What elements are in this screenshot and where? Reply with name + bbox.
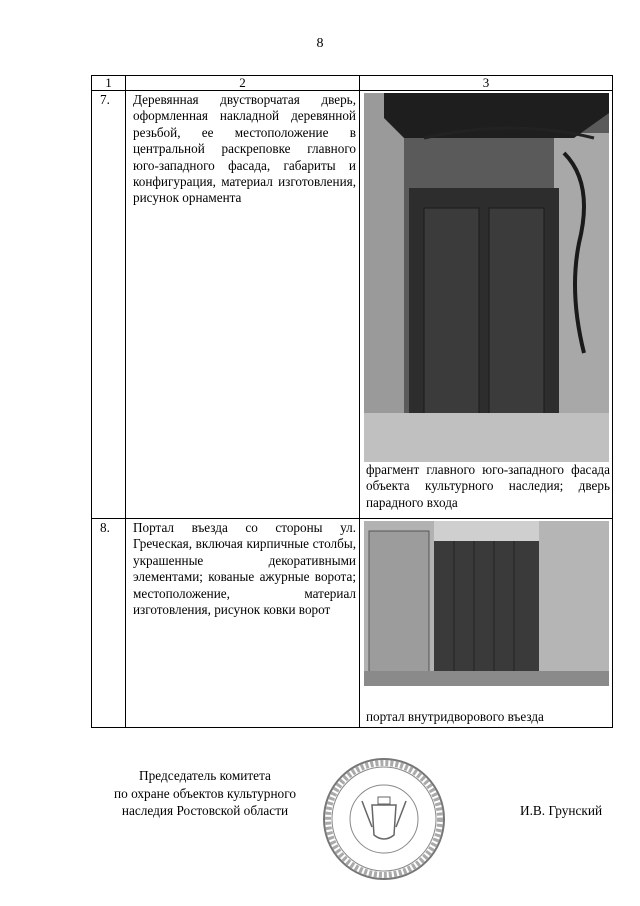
door-photo-drawing [364, 93, 609, 462]
gate-photo-drawing [364, 521, 609, 686]
signature-title-line-2: по охране объектов культурного [114, 785, 296, 801]
row-number-cell [92, 91, 126, 519]
description-cell [126, 519, 360, 728]
photo-cell [360, 519, 613, 728]
objects-table [91, 75, 613, 728]
table-row [92, 91, 613, 519]
table-header-row [92, 76, 613, 91]
photo-caption: фрагмент главного юго-западного фасада объекта культурного наследия; дверь парадного входа [366, 462, 610, 510]
description-cell [126, 91, 360, 519]
row-number-cell [92, 519, 126, 728]
page-number: 8 [316, 36, 324, 51]
signature-block [100, 767, 310, 820]
photo-cell [360, 91, 613, 519]
row-description: Портал въезда со стороны ул. Греческая, включая кирпичные столбы, украшенные декоративными элементами; кованые ажурные ворота; местоположение, материал изготовления, рисунок ковки ворот [133, 520, 356, 618]
table-row [92, 519, 613, 728]
row-number: 7. [100, 92, 110, 107]
official-seal [322, 757, 446, 881]
row-number: 8. [100, 520, 110, 535]
header-col-1: 1 [92, 76, 126, 91]
signature-title-line-3: наследия Ростовской области [121, 803, 289, 818]
gate-photo [364, 521, 609, 686]
door-photo [364, 93, 609, 462]
row-description: Деревянная двустворчатая дверь, оформленная накладной деревянной резьбой, ее местоположение в центральной раскреповке главного юго-западного фасада, габариты и конфигурация, материал изготовления, рисунок орнамента [133, 92, 356, 206]
photo-caption: портал внутридворового въезда [366, 709, 544, 724]
header-col-3: 3 [360, 76, 613, 91]
signatory-name: И.В. Грунский [520, 803, 603, 818]
header-col-2: 2 [126, 76, 360, 91]
signature-title-line-1: Председатель комитета [139, 768, 271, 783]
